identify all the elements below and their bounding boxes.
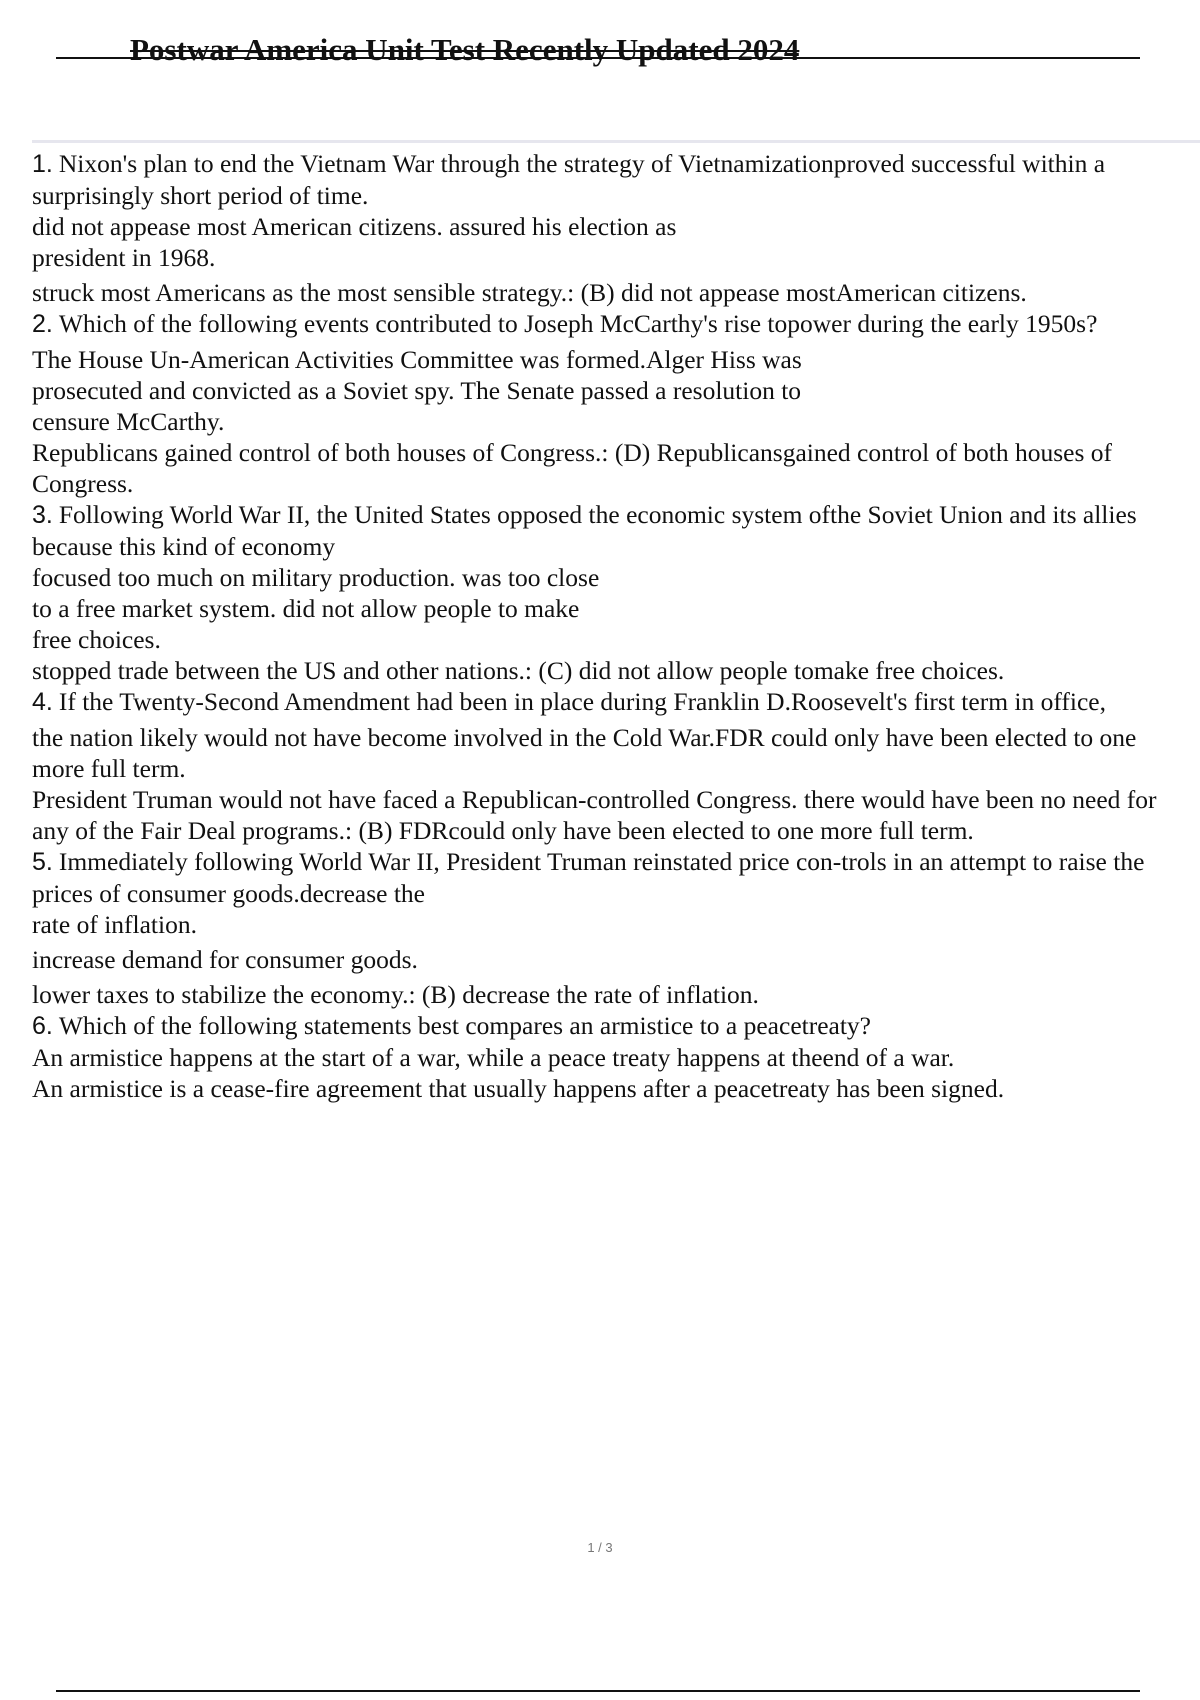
question-5 xyxy=(32,846,1190,1010)
question-1 xyxy=(32,148,1190,308)
question-number: 5. xyxy=(32,848,53,876)
answer-line: stopped trade between the US and other nations.: (C) did not allow people tomake free choices. xyxy=(32,656,1005,685)
answer-line: free choices. xyxy=(32,625,161,654)
question-6 xyxy=(32,1010,1190,1104)
question-text: If the Twenty-Second Amendment had been in place during Franklin D.Roosevelt's first term in office, xyxy=(58,687,1106,716)
answer-line: focused too much on military production. was too close xyxy=(32,563,600,592)
answer-line: the nation likely would not have become involved in the Cold War.FDR could only have been elected to one more full term. xyxy=(32,723,1137,783)
question-4 xyxy=(32,686,1190,846)
question-number: 1. xyxy=(32,150,53,178)
title-header xyxy=(56,30,1140,82)
question-text: Which of the following events contributed to Joseph McCarthy's rise topower during the early 1950s? xyxy=(58,309,1098,338)
answer-line: president in 1968. xyxy=(32,243,216,272)
question-stem xyxy=(32,148,1190,211)
answer-line: rate of inflation. xyxy=(32,910,197,939)
document-title: Postwar America Unit Test Recently Updated 2024 xyxy=(130,32,800,67)
footer-rule xyxy=(56,1690,1140,1692)
question-text: Following World War II, the United States opposed the economic system ofthe Soviet Union and its allies because this kind of economy xyxy=(32,500,1137,561)
question-2 xyxy=(32,308,1190,499)
question-number: 3. xyxy=(32,501,53,529)
answer-line: increase demand for consumer goods. xyxy=(32,945,418,974)
page-number: 1 / 3 xyxy=(587,1540,613,1555)
answer-line: President Truman would not have faced a Republican-controlled Congress. there would have been no need for any of the Fair Deal programs.: (B) FDRcould only have been elected to one more full term. xyxy=(32,785,1157,845)
question-number: 2. xyxy=(32,310,53,338)
question-text: Which of the following statements best compares an armistice to a peacetreaty? xyxy=(58,1011,871,1040)
answer-line: An armistice is a cease-fire agreement that usually happens after a peacetreaty has been signed. xyxy=(32,1074,1005,1103)
question-stem xyxy=(32,1010,1190,1042)
answer-line: The House Un-American Activities Committee was formed.Alger Hiss was xyxy=(32,345,802,374)
question-text: Nixon's plan to end the Vietnam War through the strategy of Vietnamizationproved successful within a surprisingly short period of time. xyxy=(32,149,1106,210)
answer-line: struck most Americans as the most sensible strategy.: (B) did not appease mostAmerican citizens. xyxy=(32,278,1027,307)
answer-line: censure McCarthy. xyxy=(32,407,225,436)
answer-line: lower taxes to stabilize the economy.: (B) decrease the rate of inflation. xyxy=(32,980,759,1009)
question-stem xyxy=(32,686,1190,718)
answer-line: Republicans gained control of both houses of Congress.: (D) Republicansgained control of both houses of Congress. xyxy=(32,438,1113,498)
answer-line: did not appease most American citizens. assured his election as xyxy=(32,212,677,241)
answer-line: prosecuted and convicted as a Soviet spy. The Senate passed a resolution to xyxy=(32,376,802,405)
question-number: 6. xyxy=(32,1012,53,1040)
answer-line: to a free market system. did not allow people to make xyxy=(32,594,580,623)
answer-line: An armistice happens at the start of a war, while a peace treaty happens at theend of a war. xyxy=(32,1043,955,1072)
question-list xyxy=(32,148,1190,1104)
separator-rule xyxy=(32,140,1200,143)
question-stem xyxy=(32,308,1190,340)
question-stem xyxy=(32,846,1190,909)
question-3 xyxy=(32,499,1190,686)
question-stem xyxy=(32,499,1190,562)
question-number: 4. xyxy=(32,688,53,716)
question-text: Immediately following World War II, President Truman reinstated price con-trols in an attempt to raise the prices of consumer goods.decrease the xyxy=(32,847,1145,908)
